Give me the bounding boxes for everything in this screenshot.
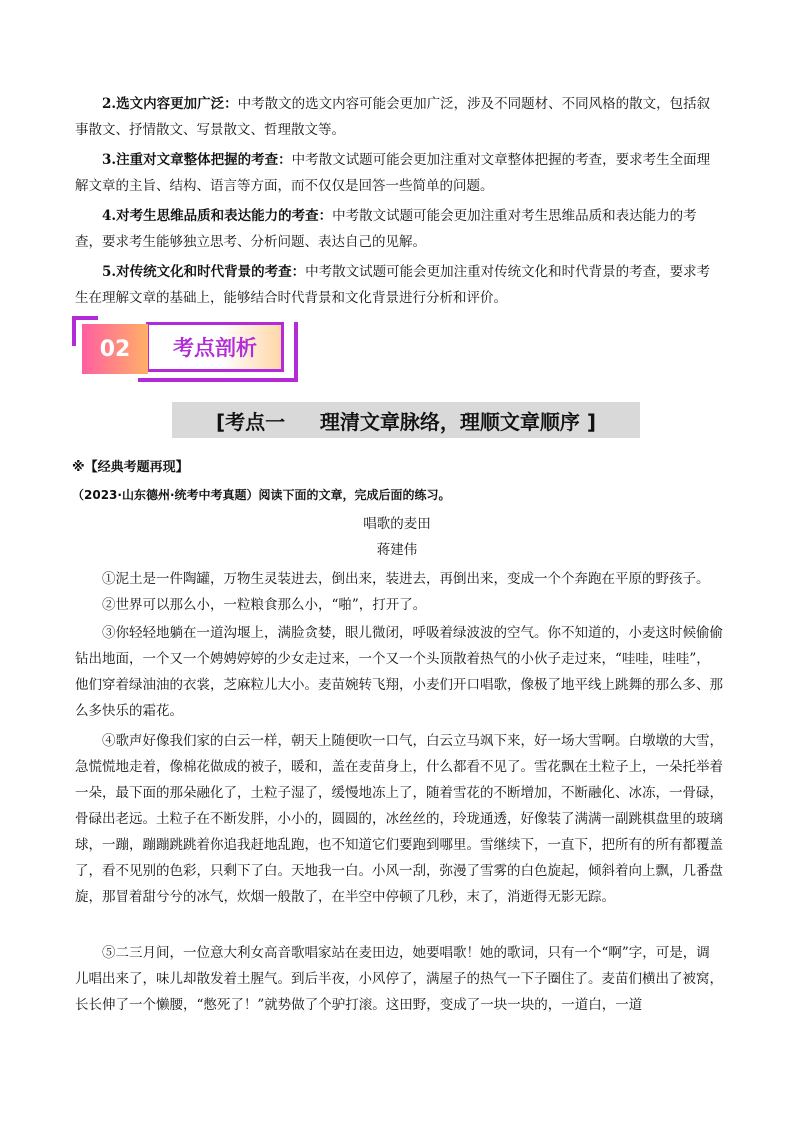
paragraph-text: ③你轻轻地躺在一道沟堰上，满脸贪婪，眼儿微闭，呼吸着绿波波的空气。你不知道的，小麦这时候偷偷钻出地面，一个又一个娉娉婷婷的少女走过来，一个又一个头顶散着热气的小伙子走过来，“哇哇，哇哇”，他们穿着绿油油的衣裳，芝麻粒儿大小。麦苗婉转飞翔，小麦们开口唱歌，像极了地平线上跳舞的那么多、那么多快乐的霜花。 <box>75 625 723 719</box>
point-text: 中考散文的选文内容可能会更加广泛，涉及不同题材、不同风格的散文，包括叙事散文、抒情散文、写景散文、哲理散文等。 <box>75 96 711 138</box>
intro-point-4 <box>75 203 723 255</box>
article-title: 唱歌的麦田 <box>363 516 431 532</box>
badge-decoration <box>138 378 298 382</box>
section-number: 02 <box>82 324 148 374</box>
article-paragraph-2 <box>75 592 723 618</box>
intro-point-3 <box>75 147 723 199</box>
point-label: 2.选文内容更加广泛： <box>102 96 238 112</box>
point-text: 中考散文试题可能会更加注重对文章整体把握的考查，要求考生全面理解文章的主旨、结构、语言等方面，而不仅仅是回答一些简单的问题。 <box>75 152 711 194</box>
topic-banner-text: [考点一 理清文章脉络，理顺文章顺序 ] <box>215 409 597 434</box>
badge-decoration <box>294 322 298 382</box>
section-badge <box>72 316 298 382</box>
article-paragraph-1 <box>75 566 723 592</box>
point-label: 5.对传统文化和时代背景的考查： <box>102 264 306 280</box>
source-line: （2023·山东德州·统考中考真题）阅读下面的文章，完成后面的练习。 <box>72 488 451 502</box>
point-text: 中考散文试题可能会更加注重对考生思维品质和表达能力的考查，要求考生能够独立思考、分析问题、表达自己的见解。 <box>75 208 697 250</box>
section-title: 考点剖析 <box>173 336 257 360</box>
paragraph-text: ⑤二三月间，一位意大利女高音歌唱家站在麦田边，她要唱歌！她的歌词，只有一个“啊”字，可是，调儿唱出来了，味儿却散发着土腥气。到后半夜，小风停了，满屋子的热气一下子圈住了。麦苗们横出了被窝，长长伸了一个懒腰，“憋死了！”就势做了个驴打滚。这田野，变成了一块一块的，一道白，一道 <box>75 945 723 1013</box>
paragraph-text: ②世界可以那么小，一粒粮食那么小，“啪”，打开了。 <box>102 597 427 613</box>
intro-point-5 <box>75 259 723 311</box>
article-paragraph-4 <box>75 728 723 910</box>
paragraph-text: ①泥土是一件陶罐，万物生灵装进去，倒出来，装进去，再倒出来，变成一个个奔跑在平原的野孩子。 <box>102 571 710 587</box>
article-paragraph-5 <box>75 940 723 1018</box>
classic-question-label: ※【经典考题再现】 <box>72 460 189 475</box>
intro-point-2 <box>75 91 723 143</box>
topic-banner <box>172 402 640 438</box>
point-label: 4.对考生思维品质和表达能力的考查： <box>102 208 333 224</box>
point-label: 3.注重对文章整体把握的考查： <box>102 152 292 168</box>
section-title-box <box>146 322 284 372</box>
article-author: 蒋建伟 <box>376 542 418 558</box>
badge-decoration <box>72 316 76 346</box>
point-text: 中考散文试题可能会更加注重对传统文化和时代背景的考查，要求考生在理解文章的基础上，能够结合时代背景和文化背景进行分析和评价。 <box>75 264 711 306</box>
article-paragraph-3 <box>75 620 723 724</box>
paragraph-text: ④歌声好像我们家的白云一样，朝天上随便吹一口气，白云立马飒下来，好一场大雪啊。白墩墩的大雪，急慌慌地走着，像棉花做成的被子，暖和，盖在麦苗身上，什么都看不见了。雪花飘在土粒子上，一朵托举着一朵，最下面的那朵融化了，土粒子湿了，缓慢地冻上了，随着雪花的不断增加，不断融化、冰冻，一骨碌，骨碌出老远。土粒子在不断发胖，小小的，圆圆的，冰丝丝的，玲珑通透，好像装了满满一副跳棋盘里的玻璃球，一蹦，蹦蹦跳跳着你追我赶地乱跑，也不知道它们要跑到哪里。雪继续下，一直下，把所有的所有都覆盖了，看不见别的色彩，只剩下了白。天地我一白。小风一刮，弥漫了雪雾的白色旋起，倾斜着向上飘，几番盘旋，那冒着甜兮兮的冰气，炊烟一般散了，在半空中停顿了几秒，末了，消逝得无影无踪。 <box>75 733 723 905</box>
